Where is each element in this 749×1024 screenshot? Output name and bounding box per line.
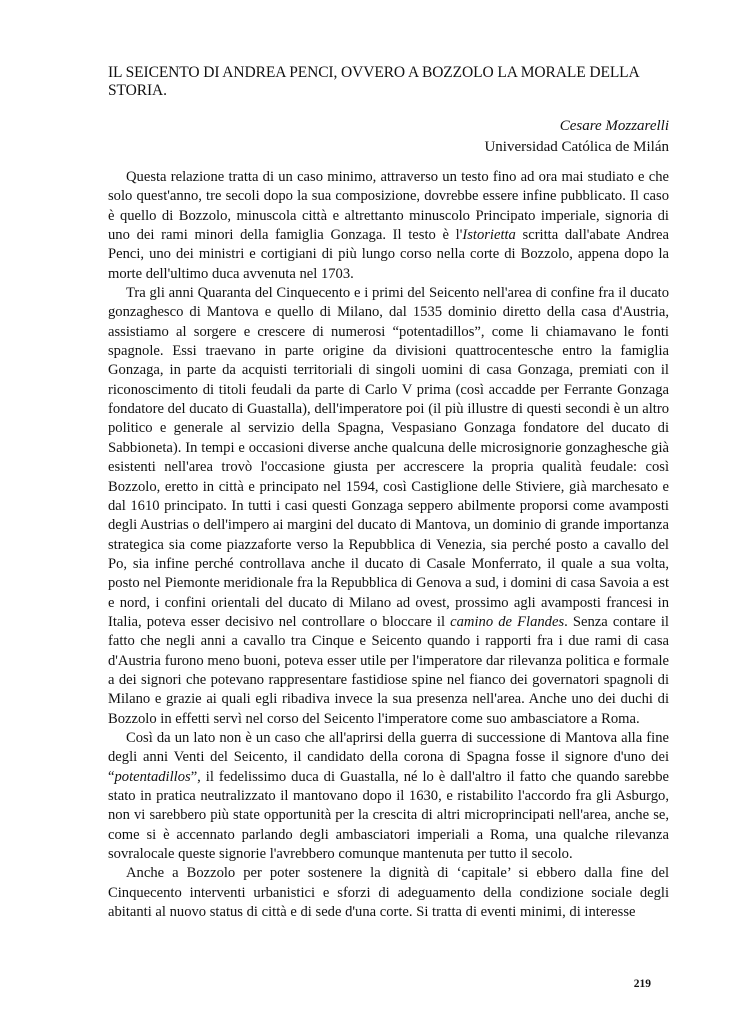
- text-segment: ”, il fedelissimo duca di Guastalla, né lo è dall'altro il fatto che quando sarebbe stato in pratica neutralizzato il mantovano dopo il 1630, e ristabilito l'accordo fra gli Asburgo, non vi sarebbero più state opportunità per la crescita di altri microprincipati nell'area, anche se, come si è accennato parlando degli ambasciatori imperiali a Roma, una qualche rilevanza sovralocale queste signorie l'avrebbero comunque mantenuta per tutto il secolo.: [108, 768, 669, 863]
- text-segment: Anche a Bozzolo per poter sostenere la dignità di ‘capitale’ si ebbero dalla fine del Cinquecento interventi urbanistici e sforzi di adeguamento della condizione sociale degli abitanti al nuovo status di città e di sede d'una corte. Si tratta di eventi minimi, di interesse: [108, 865, 669, 921]
- italic-term-potentadillos: potentadillos: [114, 768, 191, 785]
- italic-term-camino-de-flandes: camino de Flandes: [450, 613, 565, 630]
- text-segment: . Senza contare il fatto che negli anni a cavallo tra Cinque e Seicento quando i rapporti fra i due rami di casa d'Austria furono meno buoni, poteva esser utile per l'imperatore dar rilevanza politica e formale a dei signori che potevano rappresentare fastidiose spine nel fianco dei governatori spagnoli di Milano e grazie ai quali egli ribadiva invece la sua presenza nell'area. Anche uno dei duchi di Bozzolo in effetti servì nel corso del Seicento l'imperatore come suo ambasciatore a Roma.: [108, 613, 669, 727]
- text-segment: Questa relazione tratta di un caso minimo, attraverso un testo fino ad ora mai studiato e che solo quest'anno, tre secoli dopo la sua composizione, dovrebbe essere infine pubblicato. Il caso è quello di Bozzolo, minuscola città e altrettanto minuscolo Principato imperiale, signoria di uno dei rami minori della famiglia Gonzaga. Il testo è l': [108, 169, 669, 244]
- author-block: [484, 116, 669, 158]
- article-title: IL SEICENTO DI ANDREA PENCI, OVVERO A BOZZOLO LA MORALE DELLA STORIA.: [108, 64, 639, 99]
- author-name: Cesare Mozzarelli: [559, 118, 669, 134]
- author-affiliation: Universidad Católica de Milán: [484, 139, 669, 155]
- paragraph: [108, 168, 669, 284]
- article-body: [108, 168, 669, 922]
- paragraph: [108, 729, 669, 864]
- italic-title-istorietta: Istorietta: [462, 227, 516, 244]
- paragraph: [108, 864, 669, 922]
- paragraph: [108, 284, 669, 729]
- page-number: 219: [633, 978, 651, 990]
- text-segment: Così da un lato non è un caso che all'aprirsi della guerra di successione di Mantova alla fine degli anni Venti del Seicento, il candidato della corona di Spagna fosse il signore d'uno dei “: [108, 729, 669, 785]
- text-segment: Tra gli anni Quaranta del Cinquecento e i primi del Seicento nell'area di confine fra il ducato gonzaghesco di Mantova e quello di Milano, dal 1535 dominio diretto della casa d'Austria, assistiamo al sorgere e crescere di numerosi “potentadillos”, come li chiamavano le fonti spagnole. Essi traevano in parte origine da divisioni quattrocentesche entro la famiglia Gonzaga, in parte da acquisti territoriali di singoli uomini di casa Gonzaga, premiati con il riconoscimento di titoli feudali da parte di Carlo V prima (così accadde per Ferrante Gonzaga fondatore del ducato di Guastalla), dell'imperatore poi (il più illustre di questi secondi è un altro politico e generale al servizio della Spagna, Vespasiano Gonzaga fondatore del ducato di Sabbioneta). In tempi e occasioni diverse anche qualcuna delle microsignorie gonzaghesche già esistenti nell'area trovò l'occasione giusta per accrescere la propria qualità feudale: così Bozzolo, eretto in città e principato nel 1594, così Castiglione delle Stiviere, già marchesato e dal 1610 principato. In tutti i casi questi Gonzaga seppero abilmente proporsi come avamposti degli Austrias o dell'impero ai margini del ducato di Mantova, un dominio di grande importanza strategica sia come piazzaforte verso la Repubblica di Venezia, sia perché posto a cavallo del Po, sia infine perché controllava anche il ducato di Casale Monferrato, il quale a sua volta, posto nel Piemonte meridionale fra la Repubblica di Genova a sud, i domini di casa Savoia a est e nord, i confini orientali del ducato di Milano ad ovest, prossimo agli avamposti francesi in Italia, poteva esser decisivo nel controllare o bloccare il: [108, 285, 669, 630]
- text-segment: scritta dall'abate Andrea Penci, uno dei ministri e cortigiani di più lungo corso nella corte di Bozzolo, appena dopo la morte dell'ultimo duca avvenuta nel 1703.: [108, 227, 670, 282]
